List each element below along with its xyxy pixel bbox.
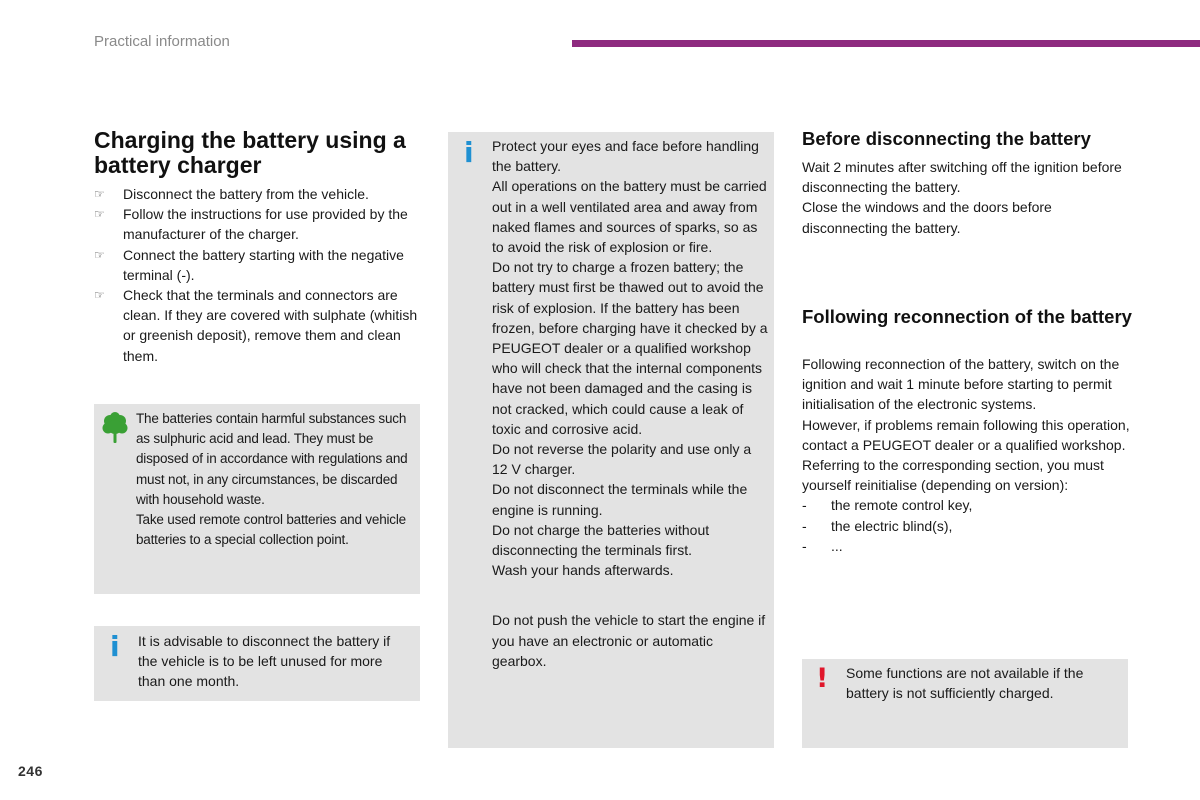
body-paragraph: However, if problems remain following this operation, contact a PEUGEOT dealer or a qualified workshop. [802, 416, 1130, 453]
following-reconnection-title: Following reconnection of the battery [802, 306, 1132, 327]
step-text: Check that the terminals and connectors are clean. If they are covered with sulphate (whitish or greenish deposit), remove them and clean them. [123, 287, 418, 364]
pointing-hand-icon: ☞ [94, 207, 105, 222]
environment-paragraph: The batteries contain harmful substances such as sulphuric acid and lead. They must be disposed of in accordance with regulations and must not, in any circumstances, be discarded with household waste. [136, 411, 408, 507]
push-start-note: Do not push the vehicle to start the engine if you have an electronic or automatic gearbox. [492, 612, 766, 669]
list-item: - the electric blind(s), [802, 516, 1132, 536]
safety-paragraph: Do not disconnect the terminals while the engine is running. [492, 481, 748, 518]
charging-steps-list [94, 184, 424, 366]
body-paragraph: Referring to the corresponding section, you must yourself reinitialise (depending on version): [802, 457, 1104, 494]
warning-note-text: Some functions are not available if the battery is not sufficiently charged. [846, 665, 1084, 702]
charging-title: Charging the battery using a battery charger [94, 127, 406, 178]
safety-paragraph: Wash your hands afterwards. [492, 562, 674, 579]
environment-note-text [136, 409, 414, 550]
header-accent-bar [572, 40, 1200, 47]
page-number: 246 [18, 763, 43, 779]
body-paragraph: Wait 2 minutes after switching off the ignition before disconnecting the battery. [802, 159, 1122, 196]
warning-note-box [802, 659, 1128, 748]
pointing-hand-icon: ☞ [94, 288, 105, 303]
safety-paragraph: Do not reverse the polarity and use only a 12 V charger. [492, 441, 752, 478]
list-item: - ... [802, 536, 1132, 556]
body-paragraph: Close the windows and the doors before disconnecting the battery. [802, 199, 1052, 236]
safety-paragraph: Protect your eyes and face before handling the battery. [492, 138, 759, 175]
section-label: Practical information [94, 33, 230, 50]
info-icon: i [110, 630, 120, 663]
safety-paragraph: Do not charge the batteries without disconnecting the terminals first. [492, 521, 710, 559]
list-item [94, 285, 424, 366]
body-paragraph: Following reconnection of the battery, switch on the ignition and wait 1 minute before starting to permit initialisation of the electronic systems. [802, 356, 1120, 413]
before-disconnecting-text [802, 157, 1132, 238]
before-disconnecting-title: Before disconnecting the battery [802, 128, 1091, 149]
warning-icon: ! [816, 663, 829, 694]
environment-note-box [94, 404, 420, 594]
pointing-hand-icon: ☞ [94, 247, 105, 262]
step-text: Disconnect the battery from the vehicle. [123, 186, 369, 202]
safety-info-box [448, 132, 774, 748]
safety-paragraph: All operations on the battery must be carried out in a well ventilated area and away from naked flames and sources of sparks, so as to avoid the risk of explosion or fire. [492, 178, 767, 256]
list-item [94, 184, 424, 204]
step-text: Connect the battery starting with the negative terminal (-). [123, 246, 404, 283]
environment-paragraph: Take used remote control batteries and vehicle batteries to a special collection point. [136, 512, 406, 548]
leaf-icon [102, 412, 128, 444]
pointing-hand-icon: ☞ [94, 187, 105, 201]
step-text: Follow the instructions for use provided by the manufacturer of the charger. [123, 206, 408, 243]
info-icon: i [464, 136, 474, 169]
unused-vehicle-info-box [94, 626, 420, 701]
reinitialise-list [802, 495, 1132, 556]
following-reconnection-text [802, 354, 1132, 556]
unused-vehicle-info-text: It is advisable to disconnect the battery if the vehicle is to be left unused for more than one month. [138, 633, 391, 690]
list-item [94, 245, 424, 285]
safety-info-text [492, 136, 770, 671]
list-item: - the remote control key, [802, 495, 1132, 515]
list-item [94, 204, 424, 244]
safety-paragraph: Do not try to charge a frozen battery; the battery must first be thawed out to avoid the risk of explosion. If the battery has been frozen, before charging have it checked by a PEUGEOT dealer or a qualified workshop who will check that the internal components have not been damaged and the casing is not cracked, which could cause a leak of toxic and corrosive acid. [492, 259, 768, 437]
